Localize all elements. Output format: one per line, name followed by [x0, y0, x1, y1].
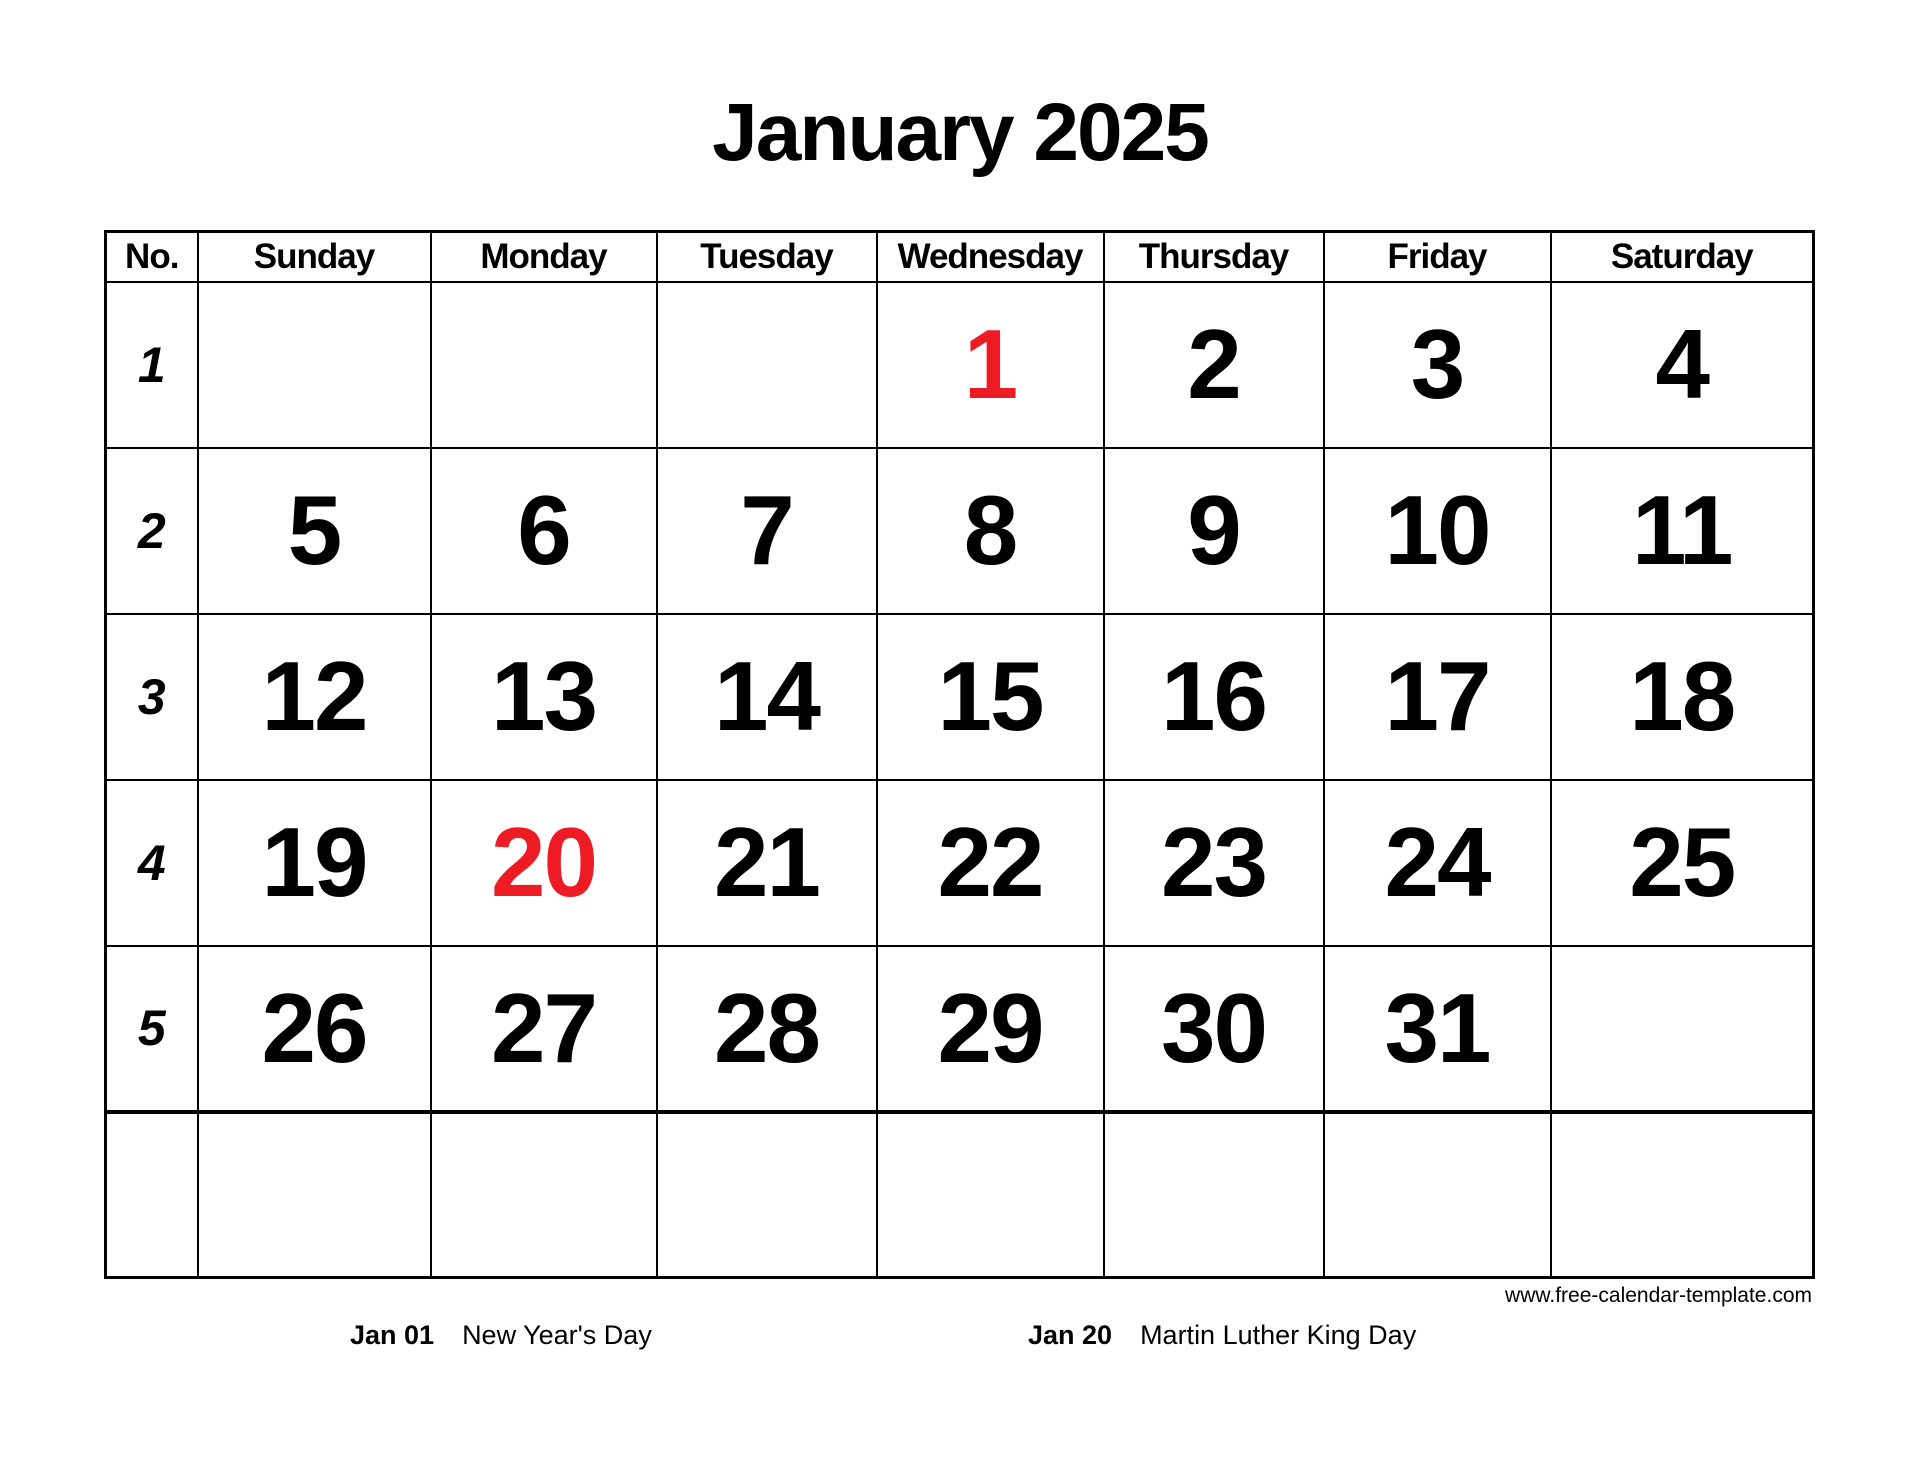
date-cell: 28 — [657, 946, 877, 1112]
holiday-date: Jan 20 — [1028, 1320, 1113, 1350]
date-cell: 14 — [657, 614, 877, 780]
date-cell: 6 — [431, 448, 657, 614]
empty-cell — [657, 1112, 877, 1278]
day-header-monday: Monday — [431, 232, 657, 282]
date-cell: 22 — [877, 780, 1104, 946]
day-header-wednesday: Wednesday — [877, 232, 1104, 282]
date-cell: 23 — [1104, 780, 1324, 946]
holiday-name: Martin Luther King Day — [1140, 1320, 1417, 1350]
date-cell — [1551, 946, 1814, 1112]
empty-cell — [1104, 1112, 1324, 1278]
date-cell: 7 — [657, 448, 877, 614]
week-row-3 — [106, 614, 1814, 780]
date-cell: 12 — [198, 614, 431, 780]
website-url: www.free-calendar-template.com — [1505, 1284, 1812, 1307]
empty-cell — [431, 1112, 657, 1278]
date-cell: 25 — [1551, 780, 1814, 946]
week-row-1 — [106, 282, 1814, 448]
week-number-cell: 2 — [106, 448, 198, 614]
week-row-5 — [106, 946, 1814, 1112]
week-number-cell: 5 — [106, 946, 198, 1112]
empty-cell — [877, 1112, 1104, 1278]
date-cell: 9 — [1104, 448, 1324, 614]
date-cell: 30 — [1104, 946, 1324, 1112]
date-cell: 17 — [1324, 614, 1551, 780]
date-cell: 18 — [1551, 614, 1814, 780]
week-number-header: No. — [106, 232, 198, 282]
day-header-tuesday: Tuesday — [657, 232, 877, 282]
date-cell: 5 — [198, 448, 431, 614]
date-cell: 27 — [431, 946, 657, 1112]
week-number-cell: 1 — [106, 282, 198, 448]
day-header-friday: Friday — [1324, 232, 1551, 282]
date-cell: 13 — [431, 614, 657, 780]
empty-cell — [198, 1112, 431, 1278]
week-row-2 — [106, 448, 1814, 614]
holiday-name: New Year's Day — [462, 1320, 652, 1350]
date-cell: 15 — [877, 614, 1104, 780]
date-cell: 24 — [1324, 780, 1551, 946]
date-cell: 11 — [1551, 448, 1814, 614]
day-header-thursday: Thursday — [1104, 232, 1324, 282]
date-cell: 21 — [657, 780, 877, 946]
date-cell — [657, 282, 877, 448]
date-cell: 2 — [1104, 282, 1324, 448]
holiday-entry-mlk — [1028, 1320, 1416, 1351]
date-cell: 31 — [1324, 946, 1551, 1112]
date-cell — [198, 282, 431, 448]
date-cell: 3 — [1324, 282, 1551, 448]
week-number-cell — [106, 1112, 198, 1278]
date-cell: 16 — [1104, 614, 1324, 780]
page-title: January 2025 — [712, 87, 1208, 178]
holiday-entry-new-years — [350, 1320, 652, 1351]
date-cell: 8 — [877, 448, 1104, 614]
holiday-date: Jan 01 — [350, 1320, 435, 1350]
week-row-4 — [106, 780, 1814, 946]
week-number-cell: 3 — [106, 614, 198, 780]
date-cell: 26 — [198, 946, 431, 1112]
date-cell: 4 — [1551, 282, 1814, 448]
date-cell: 19 — [198, 780, 431, 946]
calendar-table — [104, 230, 1815, 1279]
date-cell: 10 — [1324, 448, 1551, 614]
date-cell — [431, 282, 657, 448]
date-cell-holiday: 20 — [431, 780, 657, 946]
date-cell-holiday: 1 — [877, 282, 1104, 448]
header-row — [106, 232, 1814, 282]
date-cell: 29 — [877, 946, 1104, 1112]
day-header-sunday: Sunday — [198, 232, 431, 282]
empty-cell — [1551, 1112, 1814, 1278]
week-number-cell: 4 — [106, 780, 198, 946]
empty-row — [106, 1112, 1814, 1278]
day-header-saturday: Saturday — [1551, 232, 1814, 282]
empty-cell — [1324, 1112, 1551, 1278]
